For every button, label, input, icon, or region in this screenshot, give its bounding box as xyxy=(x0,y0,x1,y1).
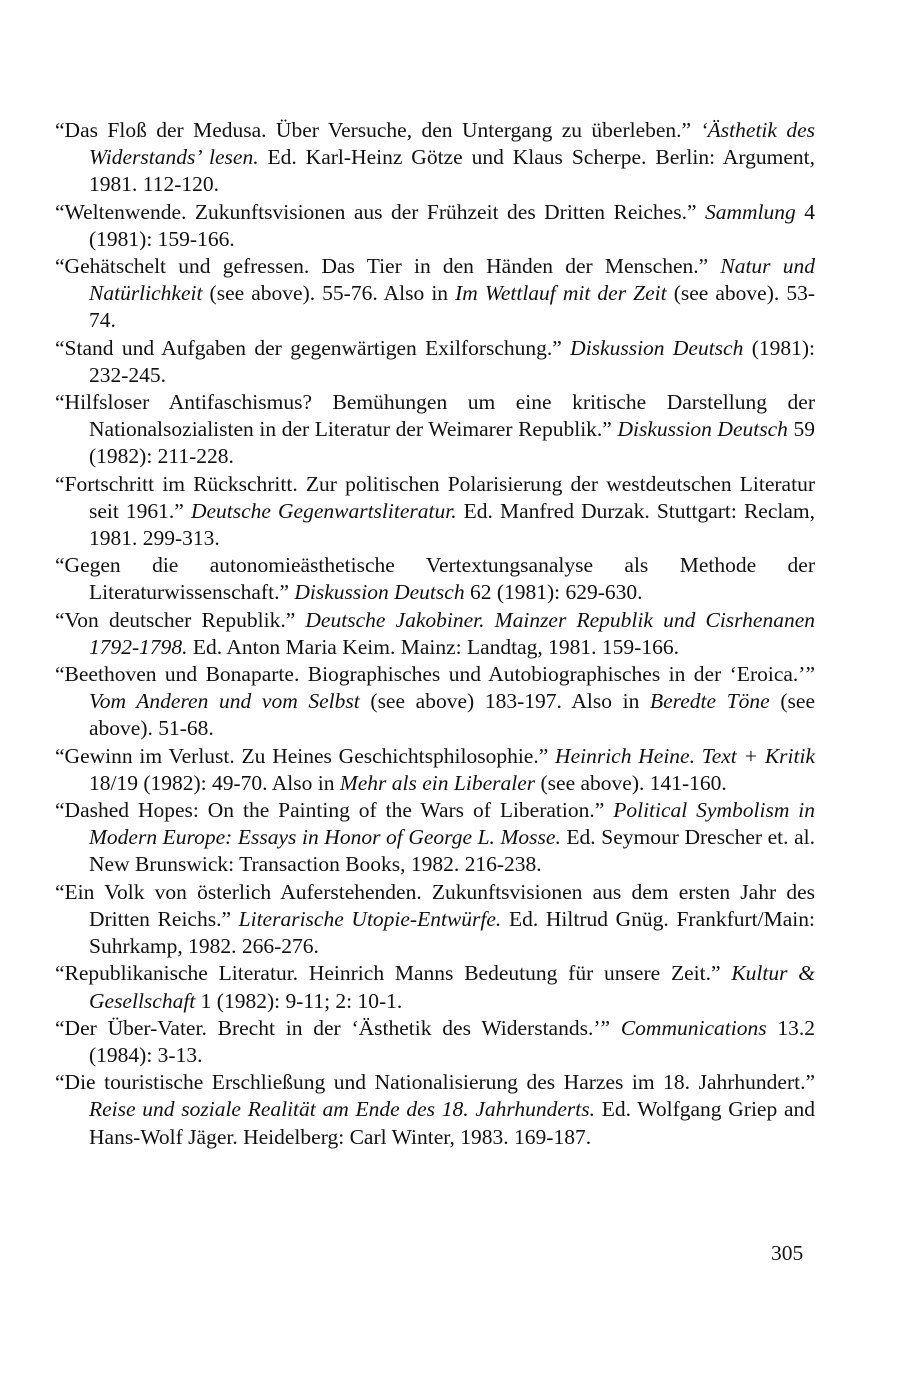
entry-title-italic: Diskussion Deutsch xyxy=(294,580,465,605)
entry-text: 59 (1982): 211-228. xyxy=(89,417,815,469)
entry-text: 13.2 (1984): 3-13. xyxy=(89,1015,815,1067)
entry-text: “Weltenwende. Zukunftsvisionen aus der Frühzeit des Dritten Reiches.” xyxy=(55,199,705,224)
bibliography-entry xyxy=(55,1015,815,1069)
entry-text: (see above) 183-197. Also in xyxy=(359,689,650,714)
entry-text: (see above). 51-68. xyxy=(89,689,815,741)
entry-text: (1981): 232-245. xyxy=(89,335,815,387)
entry-text: “Von deutscher Republik.” xyxy=(55,607,306,632)
entry-title-italic: ‘Ästhetik des Widerstands’ lesen. xyxy=(89,118,815,170)
bibliography-entry xyxy=(55,552,815,606)
entry-text: “Dashed Hopes: On the Painting of the Wars of Liberation.” xyxy=(55,798,614,823)
bibliography-entry xyxy=(55,335,815,389)
entry-title-italic: Reise und soziale Realität am Ende des 18. Jahrhunderts. xyxy=(89,1097,595,1122)
bibliography-entry xyxy=(55,471,815,553)
bibliography-entry xyxy=(55,1069,815,1151)
entry-title-italic: Heinrich Heine. Text + Kritik xyxy=(555,743,816,768)
bibliography-entry xyxy=(55,743,815,797)
entry-text: “Beethoven und Bonaparte. Biographisches und Autobiographisches in der ‘Eroica.’” xyxy=(55,662,815,687)
entry-text: 62 (1981): 629-630. xyxy=(464,580,643,605)
entry-title-italic: Deutsche Gegenwartsliteratur. xyxy=(190,498,457,523)
entry-text: “Stand und Aufgaben der gegenwärtigen Exilforschung.” xyxy=(55,335,571,360)
entry-title-italic: Im Wettlauf mit der Zeit xyxy=(455,281,667,306)
page-number: 305 xyxy=(771,1241,804,1265)
entry-title-italic: Kultur & Gesellschaft xyxy=(89,961,815,1013)
entry-title-italic: Deutsche Jakobiner. Mainzer Republik und Cisrhenanen 1792-1798. xyxy=(89,607,815,659)
entry-text: “Fortschritt im Rückschritt. Zur politischen Polarisierung der westdeutschen Literatur seit 1961.” xyxy=(55,471,815,523)
entry-text: “Gehätschelt und gefressen. Das Tier in den Händen der Menschen.” xyxy=(55,254,721,279)
entry-text: (see above). 55-76. Also in xyxy=(202,281,456,306)
entry-text: 18/19 (1982): 49-70. Also in xyxy=(89,770,340,795)
bibliography-entry xyxy=(55,389,815,471)
entry-title-italic: Political Symbolism in Modern Europe: Essays in Honor of George L. Mosse. xyxy=(89,798,815,850)
entry-title-italic: Communications xyxy=(620,1015,767,1040)
entry-text: Ed. Manfred Durzak. Stuttgart: Reclam, 1981. 299-313. xyxy=(89,498,815,551)
entry-title-italic: Sammlung xyxy=(705,199,796,224)
bibliography-entry xyxy=(55,879,815,961)
bibliography-entry xyxy=(55,960,815,1014)
entry-title-italic: Natur und Natürlichkeit xyxy=(89,254,815,306)
entry-text: Ed. Anton Maria Keim. Mainz: Landtag, 1981. 159-166. xyxy=(187,634,679,659)
entry-text: 4 (1981): 159-166. xyxy=(89,199,816,251)
bibliography-entry xyxy=(55,253,815,335)
entry-title-italic: Vom Anderen und vom Selbst xyxy=(89,689,360,714)
entry-title-italic: Diskussion Deutsch xyxy=(617,417,788,442)
entry-text: “Republikanische Literatur. Heinrich Manns Bedeutung für unsere Zeit.” xyxy=(55,961,732,986)
bibliography-entry xyxy=(55,797,815,879)
entry-text: Ed. Karl-Heinz Götze und Klaus Scherpe. Berlin: Argument, 1981. 112-120. xyxy=(89,145,815,197)
bibliography-entry xyxy=(55,607,815,661)
entry-text: Ed. Seymour Drescher et. al. New Brunswick: Transaction Books, 1982. 216-238. xyxy=(89,825,816,877)
entry-text: “Gegen die autonomieästhetische Vertextungsanalyse als Methode der Literaturwissenschaft.” xyxy=(55,553,815,605)
bibliography-list xyxy=(55,117,815,1151)
entry-text: “Ein Volk von österlich Auferstehenden. Zukunftsvisionen aus dem ersten Jahr des Dritten Reichs.” xyxy=(55,879,815,931)
entry-text: “Gewinn im Verlust. Zu Heines Geschichtsphilosophie.” xyxy=(55,743,556,768)
bibliography-entry xyxy=(55,117,815,199)
entry-text: (see above). 53-74. xyxy=(89,281,816,333)
entry-text: (see above). 141-160. xyxy=(535,770,727,795)
entry-text: 1 (1982): 9-11; 2: 10-1. xyxy=(195,988,403,1013)
entry-title-italic: Literarische Utopie-Entwürfe. xyxy=(238,906,502,931)
bibliography-entry xyxy=(55,199,815,253)
bibliography-entry xyxy=(55,661,815,743)
entry-title-italic: Diskussion Deutsch xyxy=(570,335,744,360)
entry-title-italic: Beredte Töne xyxy=(650,689,770,714)
entry-text: “Die touristische Erschließung und Nationalisierung des Harzes im 18. Jahrhundert.” xyxy=(55,1070,815,1095)
entry-text: “Der Über-Vater. Brecht in der ‘Ästhetik des Widerstands.’” xyxy=(55,1015,621,1040)
entry-text: “Hilfsloser Antifaschismus? Bemühungen um eine kritische Darstellung der Nationalsozialisten in der Literatur der Weimarer Republik.” xyxy=(55,390,815,442)
entry-text: Ed. Wolfgang Griep and Hans-Wolf Jäger. Heidelberg: Carl Winter, 1983. 169-187. xyxy=(89,1097,815,1149)
entry-text: Ed. Hiltrud Gnüg. Frankfurt/Main: Suhrkamp, 1982. 266-276. xyxy=(89,906,815,959)
entry-title-italic: Mehr als ein Liberaler xyxy=(339,770,536,795)
entry-text: “Das Floß der Medusa. Über Versuche, den Untergang zu überleben.” xyxy=(55,118,701,142)
